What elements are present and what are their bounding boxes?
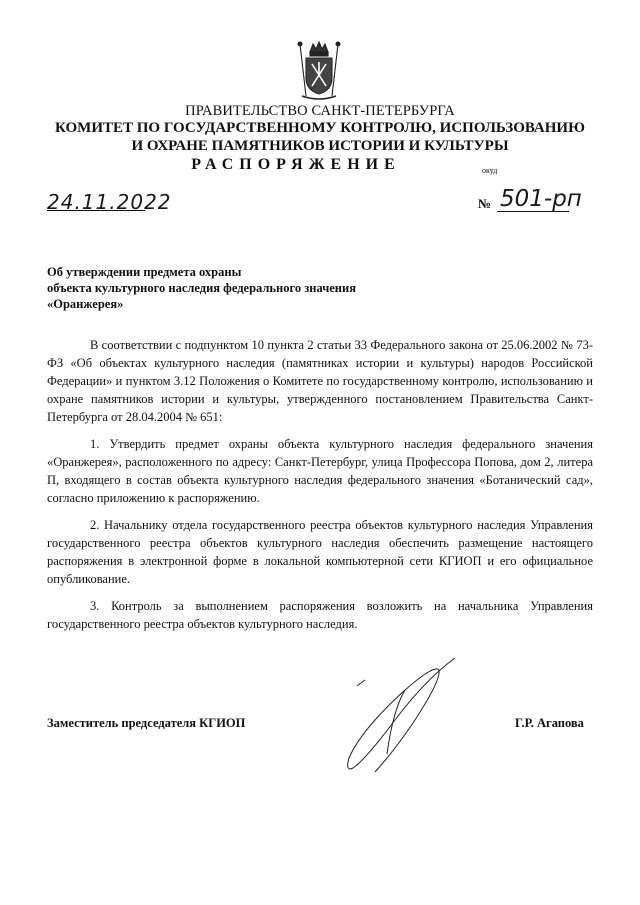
signatory-title: Заместитель председателя КГИОП xyxy=(47,716,246,730)
committee-title-line1: КОМИТЕТ ПО ГОСУДАРСТВЕННОМУ КОНТРОЛЮ, ИСПОЛЬЗОВАНИЮ xyxy=(55,120,585,136)
document-body xyxy=(47,336,593,642)
number-sign: № xyxy=(478,196,492,211)
document-date: 24.11.2022 xyxy=(47,190,172,214)
okud-label: окуд xyxy=(482,166,498,175)
date-underline xyxy=(47,210,145,211)
subject-line: «Оранжерея» xyxy=(47,297,124,311)
government-title: ПРАВИТЕЛЬСТВО САНКТ-ПЕТЕРБУРГА xyxy=(185,103,455,119)
body-paragraph: 3. Контроль за выполнением распоряжения возложить на начальника Управления государственного реестра объектов культурного наследия. xyxy=(47,599,593,631)
subject-line: Об утверждении предмета охраны xyxy=(47,265,242,279)
number-underline xyxy=(497,211,569,212)
handwritten-signature xyxy=(335,650,475,780)
document-subject xyxy=(47,264,356,312)
document-number: 501-рп xyxy=(500,186,582,212)
committee-title-line2: И ОХРАНЕ ПАМЯТНИКОВ ИСТОРИИ И КУЛЬТУРЫ xyxy=(131,138,509,154)
subject-line: объекта культурного наследия федерального значения xyxy=(47,281,356,295)
signatory-name: Г.Р. Агапова xyxy=(515,716,584,730)
coat-of-arms-icon xyxy=(296,40,342,102)
body-paragraph: В соответствии с подпунктом 10 пункта 2 статьи 33 Федерального закона от 25.06.2002 № 73-ФЗ «Об объектах культурного наследия (памятниках истории и культуры) народов Российской Федерации» и пунктом 3.12 Положения о Комитете по государственному контролю, использованию и охране памятников истории и культуры, утвержденного постановлением Правительства Санкт-Петербурга от 28.04.2004 № 651: xyxy=(47,338,593,424)
document-type: РАСПОРЯЖЕНИЕ xyxy=(191,156,401,173)
body-paragraph: 2. Начальнику отдела государственного реестра объектов культурного наследия Управления государственного реестра объектов культурного наследия обеспечить размещение настоящего распоряжения в электронной форме в локальной компьютерной сети КГИОП и его официальное опубликование. xyxy=(47,518,593,586)
body-paragraph: 1. Утвердить предмет охраны объекта культурного наследия федерального значения «Оранжерея», расположенного по адресу: Санкт-Петербург, улица Профессора Попова, дом 2, литера П, входящего в состав объекта культурного наследия федерального значения «Ботанический сад», согласно приложению к распоряжению. xyxy=(47,437,593,505)
